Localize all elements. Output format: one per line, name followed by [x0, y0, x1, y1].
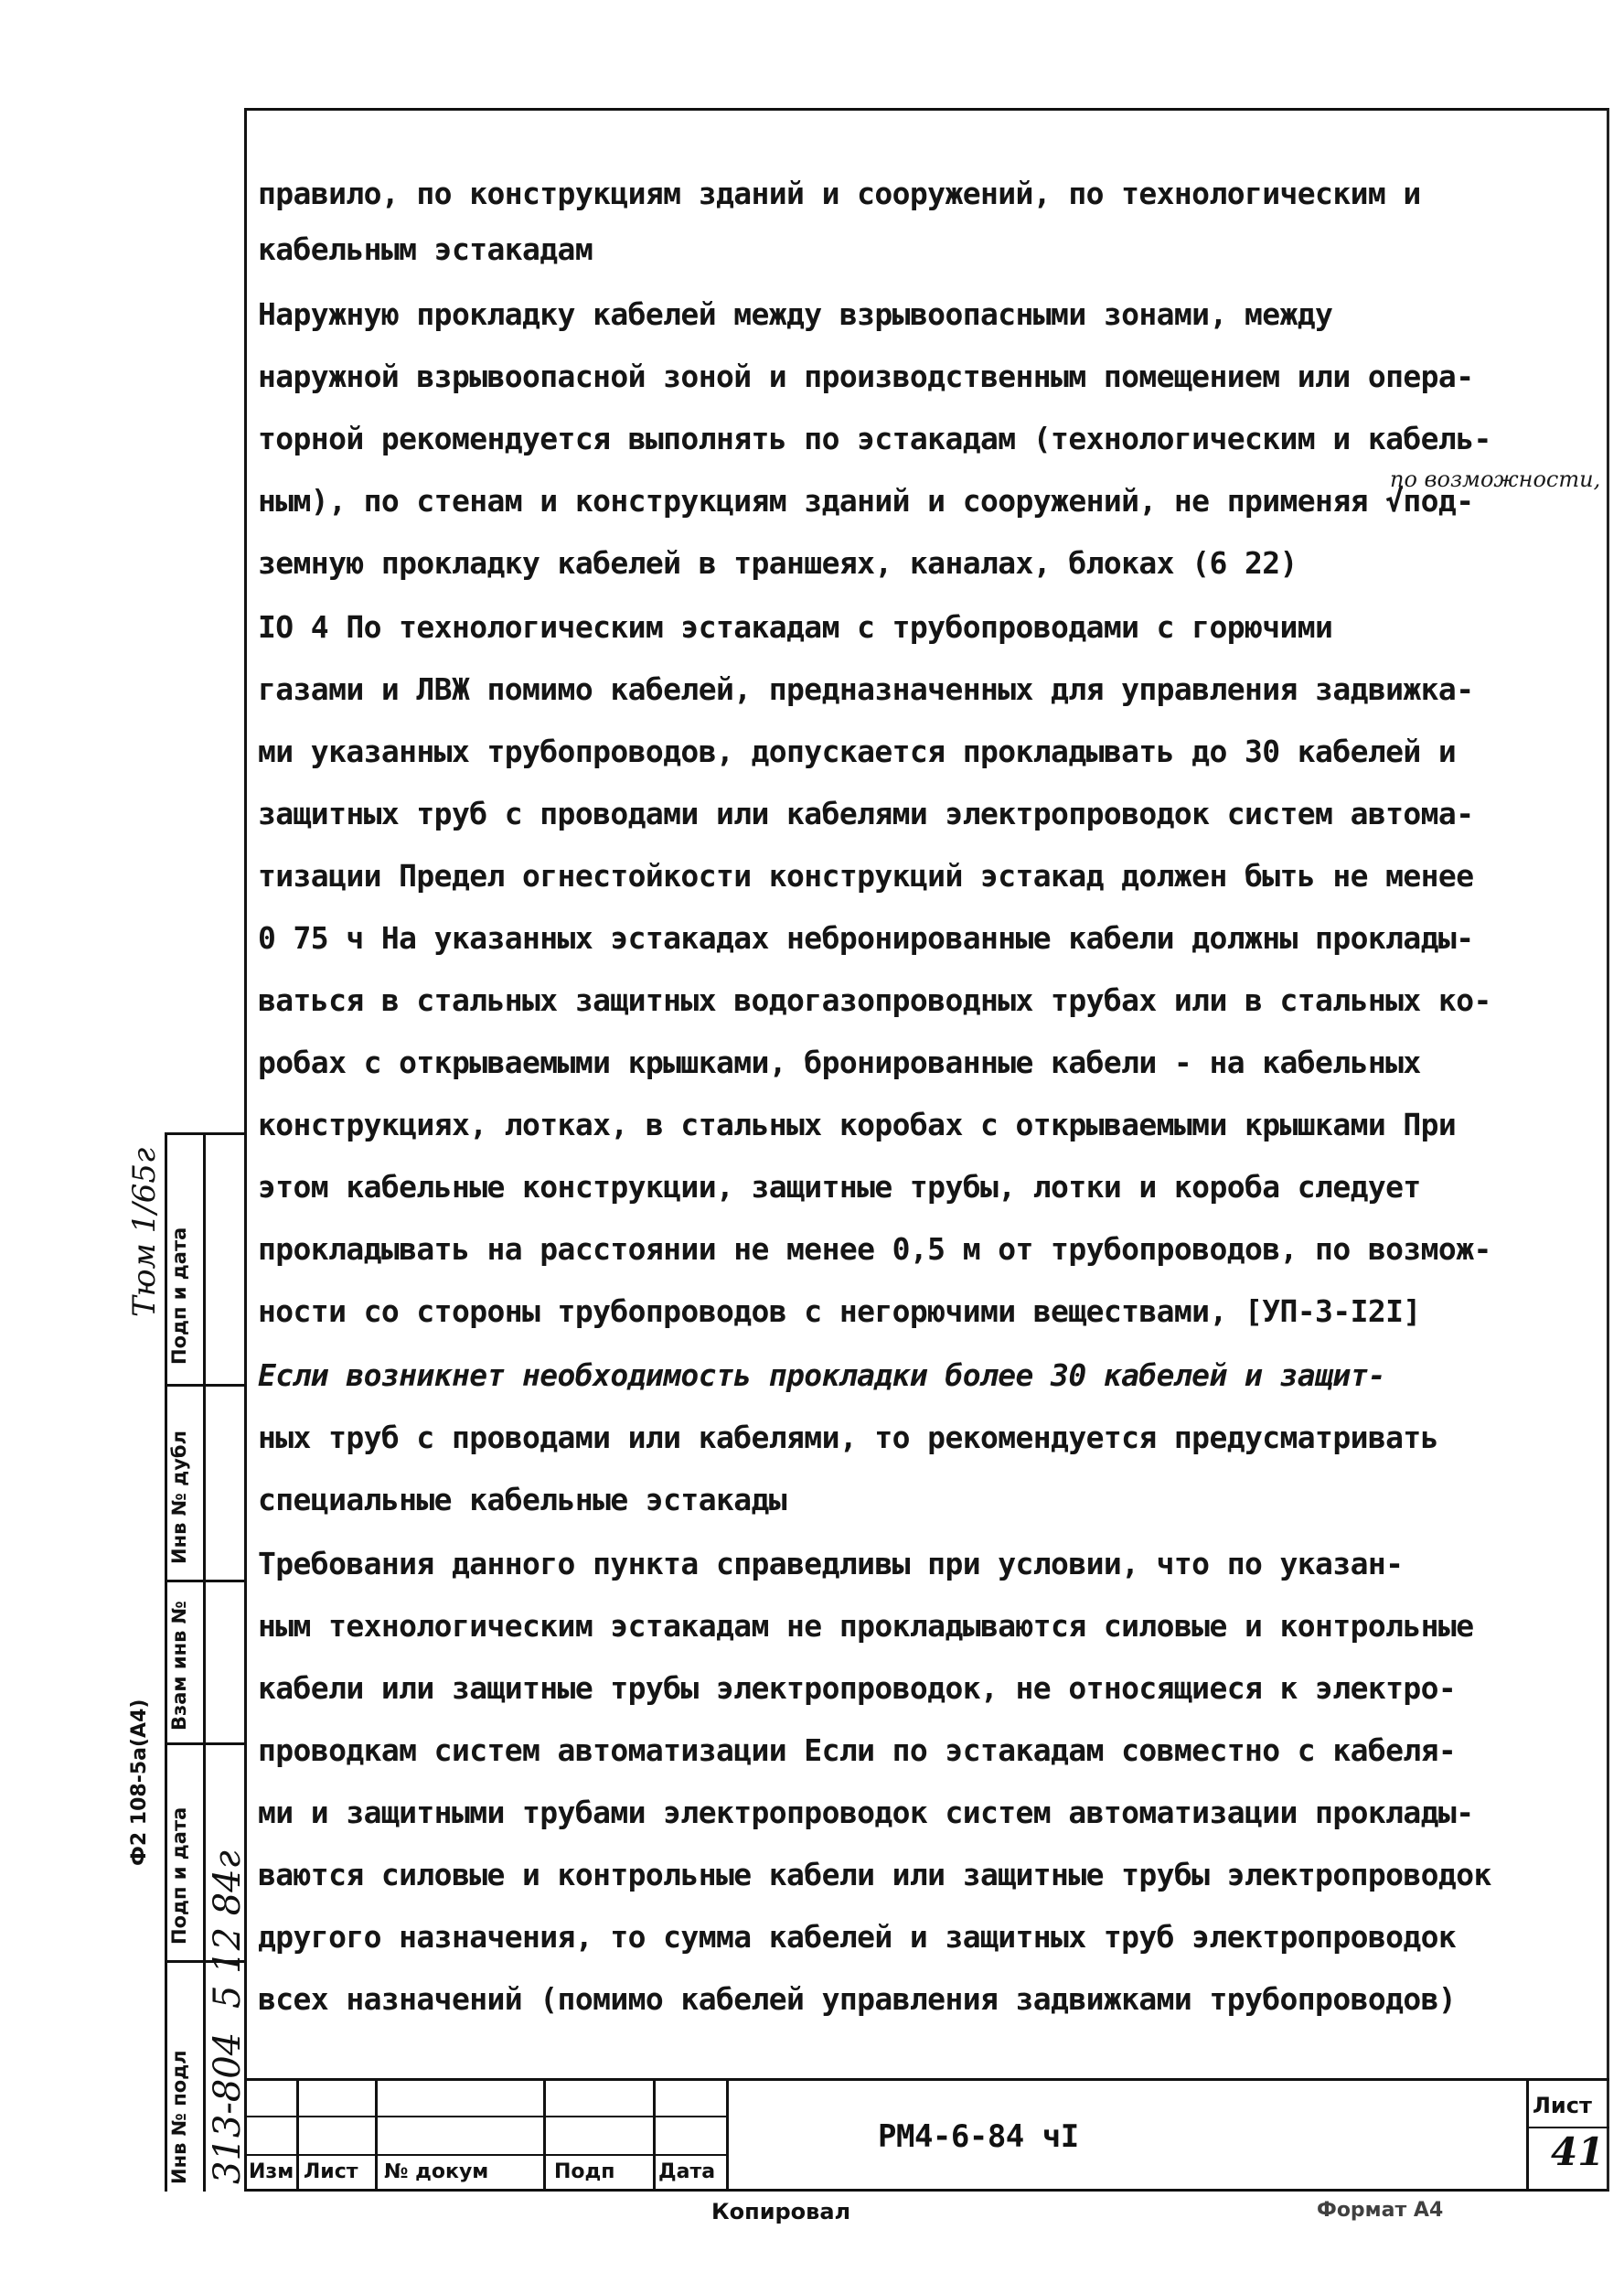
col-doc: № докум	[384, 2160, 489, 2183]
body-line: этом кабельные конструкции, защитные трубы, лотки и короба следует	[258, 1169, 1421, 1205]
sheet-number: 41	[1551, 2129, 1605, 2174]
body-line: 0 75 ч На указанных эстакадах небронированные кабели должны проклады-	[258, 920, 1474, 956]
stamp-label: Подп и дата	[168, 1806, 190, 1945]
body-line: робах с открываемыми крышками, бронированные кабели - на кабельных	[258, 1045, 1421, 1080]
stamp-date: 5 12 84г	[207, 1850, 249, 2009]
body-line: ми и защитными трубами электропроводок систем автоматизации проклады-	[258, 1795, 1474, 1830]
sheet-label: Лист	[1533, 2093, 1592, 2118]
body-line: другого назначения, то сумма кабелей и защитных труб электропроводок	[258, 1919, 1457, 1955]
body-line: ми указанных трубопроводов, допускается прокладывать до 30 кабелей и	[258, 734, 1457, 769]
body-line: ным), по стенам и конструкциям зданий и сооружений, не применяя √под-	[258, 483, 1474, 519]
body-line: ности со стороны трубопроводов с негорючими веществами, [УП-3-I2I]	[258, 1293, 1421, 1329]
body-line: ваться в стальных защитных водогазопроводных трубах или в стальных ко-	[258, 982, 1491, 1018]
handwritten-insertion: по возможности,	[1390, 466, 1601, 492]
body-line: газами и ЛВЖ помимо кабелей, предназначенных для управления задвижка-	[258, 671, 1474, 707]
inv-number: 313-804	[207, 2031, 249, 2184]
stamp-label: Подп и дата	[168, 1227, 190, 1365]
body-line: тизации Предел огнестойкости конструкций эстакад должен быть не менее	[258, 858, 1474, 894]
body-line: IO 4 По технологическим эстакадам с трубопроводами с горючими	[258, 609, 1333, 645]
body-line: ным технологическим эстакадам не прокладываются силовые и контрольные	[258, 1608, 1474, 1644]
body-line: ных труб с проводами или кабелями, то рекомендуется предусматривать	[258, 1420, 1438, 1455]
body-line: всех назначений (помимо кабелей управления задвижками трубопроводов)	[258, 1981, 1457, 2017]
body-line: Если возникнет необходимость прокладки более 30 кабелей и защит-	[258, 1357, 1386, 1393]
body-line: защитных труб с проводами или кабелями электропроводок систем автома-	[258, 796, 1474, 831]
format-label: Формат А4	[1317, 2199, 1444, 2222]
stamp-label: Взам инв №	[168, 1601, 190, 1731]
body-line: земную прокладку кабелей в траншеях, каналах, блоках (6 22)	[258, 545, 1298, 581]
body-line: торной рекомендуется выполнять по эстакадам (технологическим и кабель-	[258, 421, 1491, 456]
body-line: проводкам систем автоматизации Если по эстакадам совместно с кабеля-	[258, 1732, 1457, 1768]
stamp-label: Инв № дубл	[168, 1431, 190, 1564]
col-izm: Изм	[249, 2160, 294, 2183]
copied-by-label: Копировал	[711, 2199, 851, 2224]
signature-note: Тюм 1/65г	[126, 1147, 163, 1317]
body-line: Наружную прокладку кабелей между взрывоопасными зонами, между	[258, 296, 1333, 332]
form-code: Ф2 108-5а(А4)	[128, 1699, 151, 1866]
body-line: специальные кабельные эстакады	[258, 1482, 787, 1517]
col-date: Дата	[658, 2160, 716, 2183]
body-line: конструкциях, лотках, в стальных коробах с открываемыми крышками При	[258, 1107, 1457, 1142]
body-line: кабельным эстакадам	[258, 231, 593, 267]
body-line: прокладывать на расстоянии не менее 0,5 м от трубопроводов, по возмож-	[258, 1231, 1491, 1267]
body-line: кабели или защитные трубы электропроводок, не относящиеся к электро-	[258, 1670, 1457, 1706]
body-line: наружной взрывоопасной зоной и производственным помещением или опера-	[258, 359, 1474, 394]
body-line: правило, по конструкциям зданий и сооружений, по технологическим и	[258, 176, 1421, 211]
body-line: Требования данного пункта справедливы при условии, что по указан-	[258, 1546, 1404, 1581]
col-list: Лист	[304, 2160, 358, 2183]
document-code: РМ4-6-84 чI	[878, 2118, 1079, 2155]
body-line: ваются силовые и контрольные кабели или защитные трубы электропроводок	[258, 1857, 1491, 1892]
col-podp: Подп	[554, 2160, 615, 2183]
stamp-label: Инв № подл	[168, 2050, 190, 2184]
